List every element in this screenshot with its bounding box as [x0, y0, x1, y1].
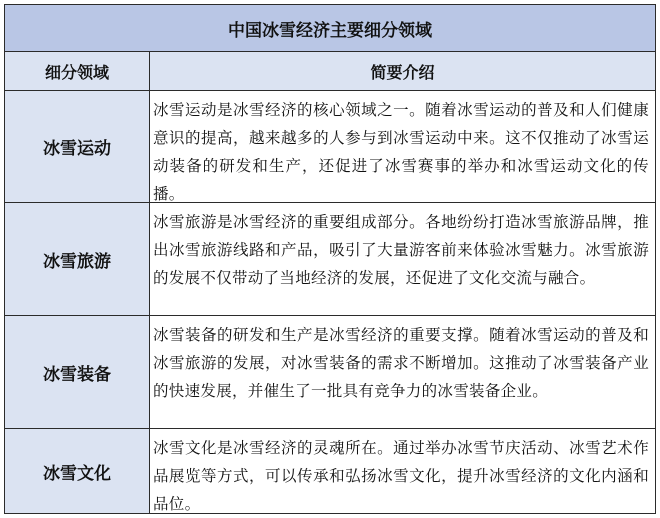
row-category: 冰雪运动 [5, 91, 150, 202]
row-category: 冰雪装备 [5, 316, 150, 428]
segments-table [4, 4, 656, 514]
table-row [5, 429, 655, 513]
header-description: 简要介绍 [370, 62, 435, 82]
table-row [5, 203, 655, 316]
header-category: 细分领域 [5, 52, 150, 90]
row-description: 冰雪运动是冰雪经济的核心领域之一。随着冰雪运动的普及和人们健康意识的提高，越来越多的人参与到冰雪运动中来。这不仅推动了冰雪运动装备的研发和生产，还促进了冰雪赛事的举办和冰雪运动文化的传播。 [150, 91, 655, 202]
row-category: 冰雪文化 [5, 429, 150, 513]
table-title [5, 5, 655, 52]
table-row [5, 316, 655, 429]
table-header-row [5, 52, 655, 91]
table-row [5, 91, 655, 203]
row-description: 冰雪旅游是冰雪经济的重要组成部分。各地纷纷打造冰雪旅游品牌，推出冰雪旅游线路和产品，吸引了大量游客前来体验冰雪魅力。冰雪旅游的发展不仅带动了当地经济的发展，还促进了文化交流与融合。 [150, 203, 655, 315]
table-title-text: 中国冰雪经济主要细分领域 [228, 20, 432, 41]
row-description: 冰雪文化是冰雪经济的灵魂所在。通过举办冰雪节庆活动、冰雪艺术作品展览等方式，可以传承和弘扬冰雪文化，提升冰雪经济的文化内涵和品位。 [150, 429, 655, 513]
row-category: 冰雪旅游 [5, 203, 150, 315]
row-description: 冰雪装备的研发和生产是冰雪经济的重要支撑。随着冰雪运动的普及和冰雪旅游的发展，对冰雪装备的需求不断增加。这推动了冰雪装备产业的快速发展，并催生了一批具有竞争力的冰雪装备企业。 [150, 316, 655, 428]
